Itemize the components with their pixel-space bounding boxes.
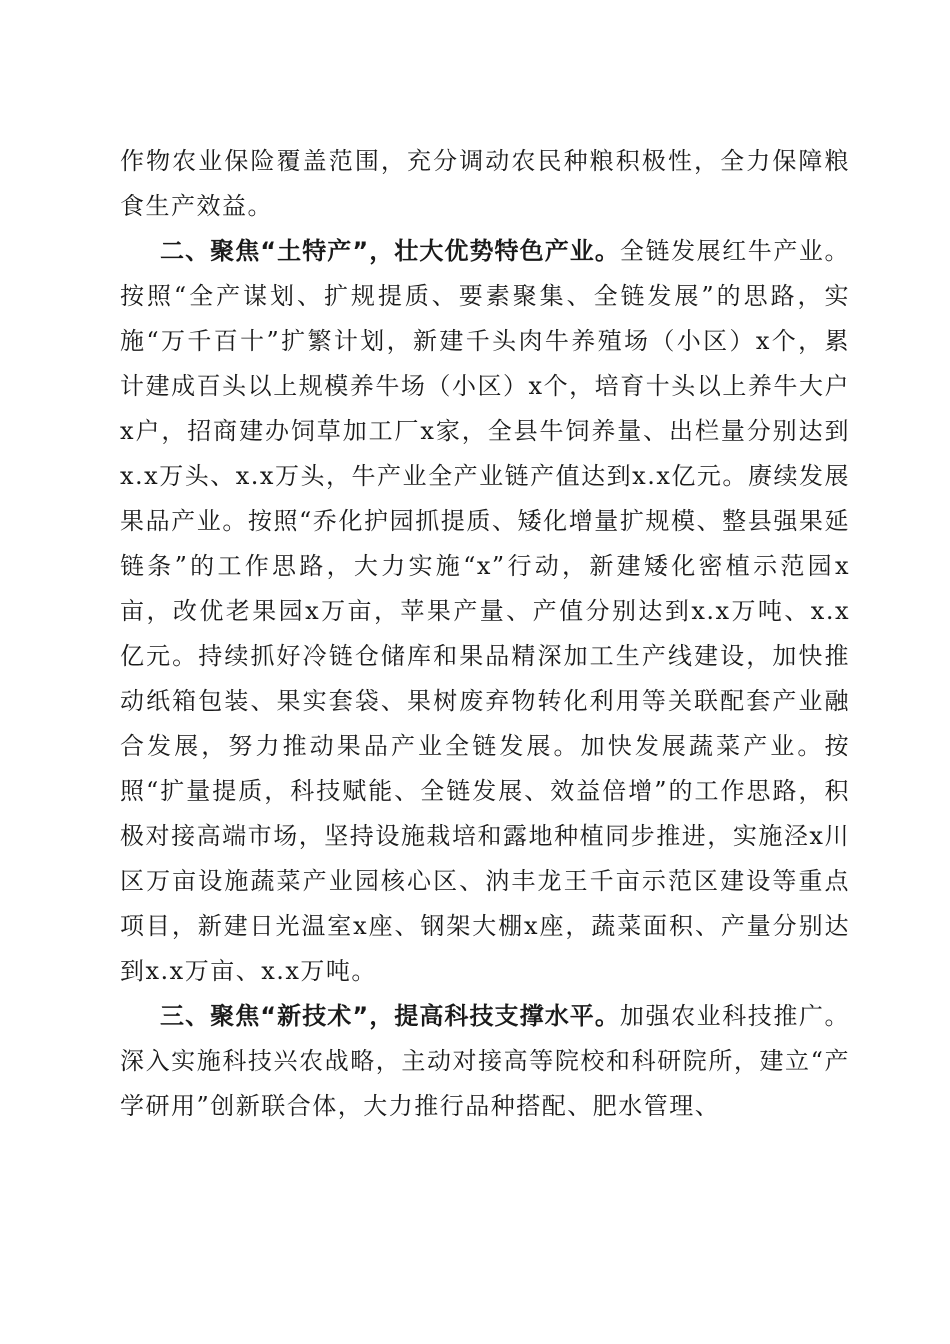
paragraph-text: 作物农业保险覆盖范围，充分调动农民种粮积极性，全力保障粮食生产效益。 [120,147,850,220]
paragraph-continuation [120,139,850,229]
document-body [120,139,850,1129]
paragraph-section-3 [120,994,850,1129]
paragraph-section-2 [120,229,850,994]
paragraph-text: 全链发展红牛产业。按照“全产谋划、扩规提质、要素聚集、全链发展”的思路，实施“万千百十”扩繁计划，新建千头肉牛养殖场（小区）x个，累计建成百头以上规模养牛场（小区）x个，培育十头以上养牛大户x户，招商建办饲草加工厂x家，全县牛饲养量、出栏量分别达到x.x万头、x.x万头，牛产业全产业链产值达到x.x亿元。赓续发展果品产业。按照“乔化护园抓提质、矮化增量扩规模、整县强果延链条”的工作思路，大力实施“x”行动，新建矮化密植示范园x亩，改优老果园x万亩，苹果产量、产值分别达到x.x万吨、x.x亿元。持续抓好冷链仓储库和果品精深加工生产线建设，加快推动纸箱包装、果实套袋、果树废弃物转化利用等关联配套产业融合发展，努力推动果品产业全链发展。加快发展蔬菜产业。按照“扩量提质，科技赋能、全链发展、效益倍增”的工作思路，积极对接高端市场，坚持设施栽培和露地种植同步推进，实施泾x川区万亩设施蔬菜产业园核心区、汭丰龙王千亩示范区建设等重点项目，新建日光温室x座、钢架大棚x座，蔬菜面积、产量分别达到x.x万亩、x.x万吨。 [120,237,851,985]
section-heading: 三、聚焦“新技术”，提高科技支撑水平。 [160,1002,620,1030]
paragraph-text: 加强农业科技推广。深入实施科技兴农战略，主动对接高等院校和科研院所，建立“产学研用”创新联合体，大力推行品种搭配、肥水管理、 [120,1002,851,1120]
section-heading: 二、聚焦“土特产”，壮大优势特色产业。 [160,237,620,265]
